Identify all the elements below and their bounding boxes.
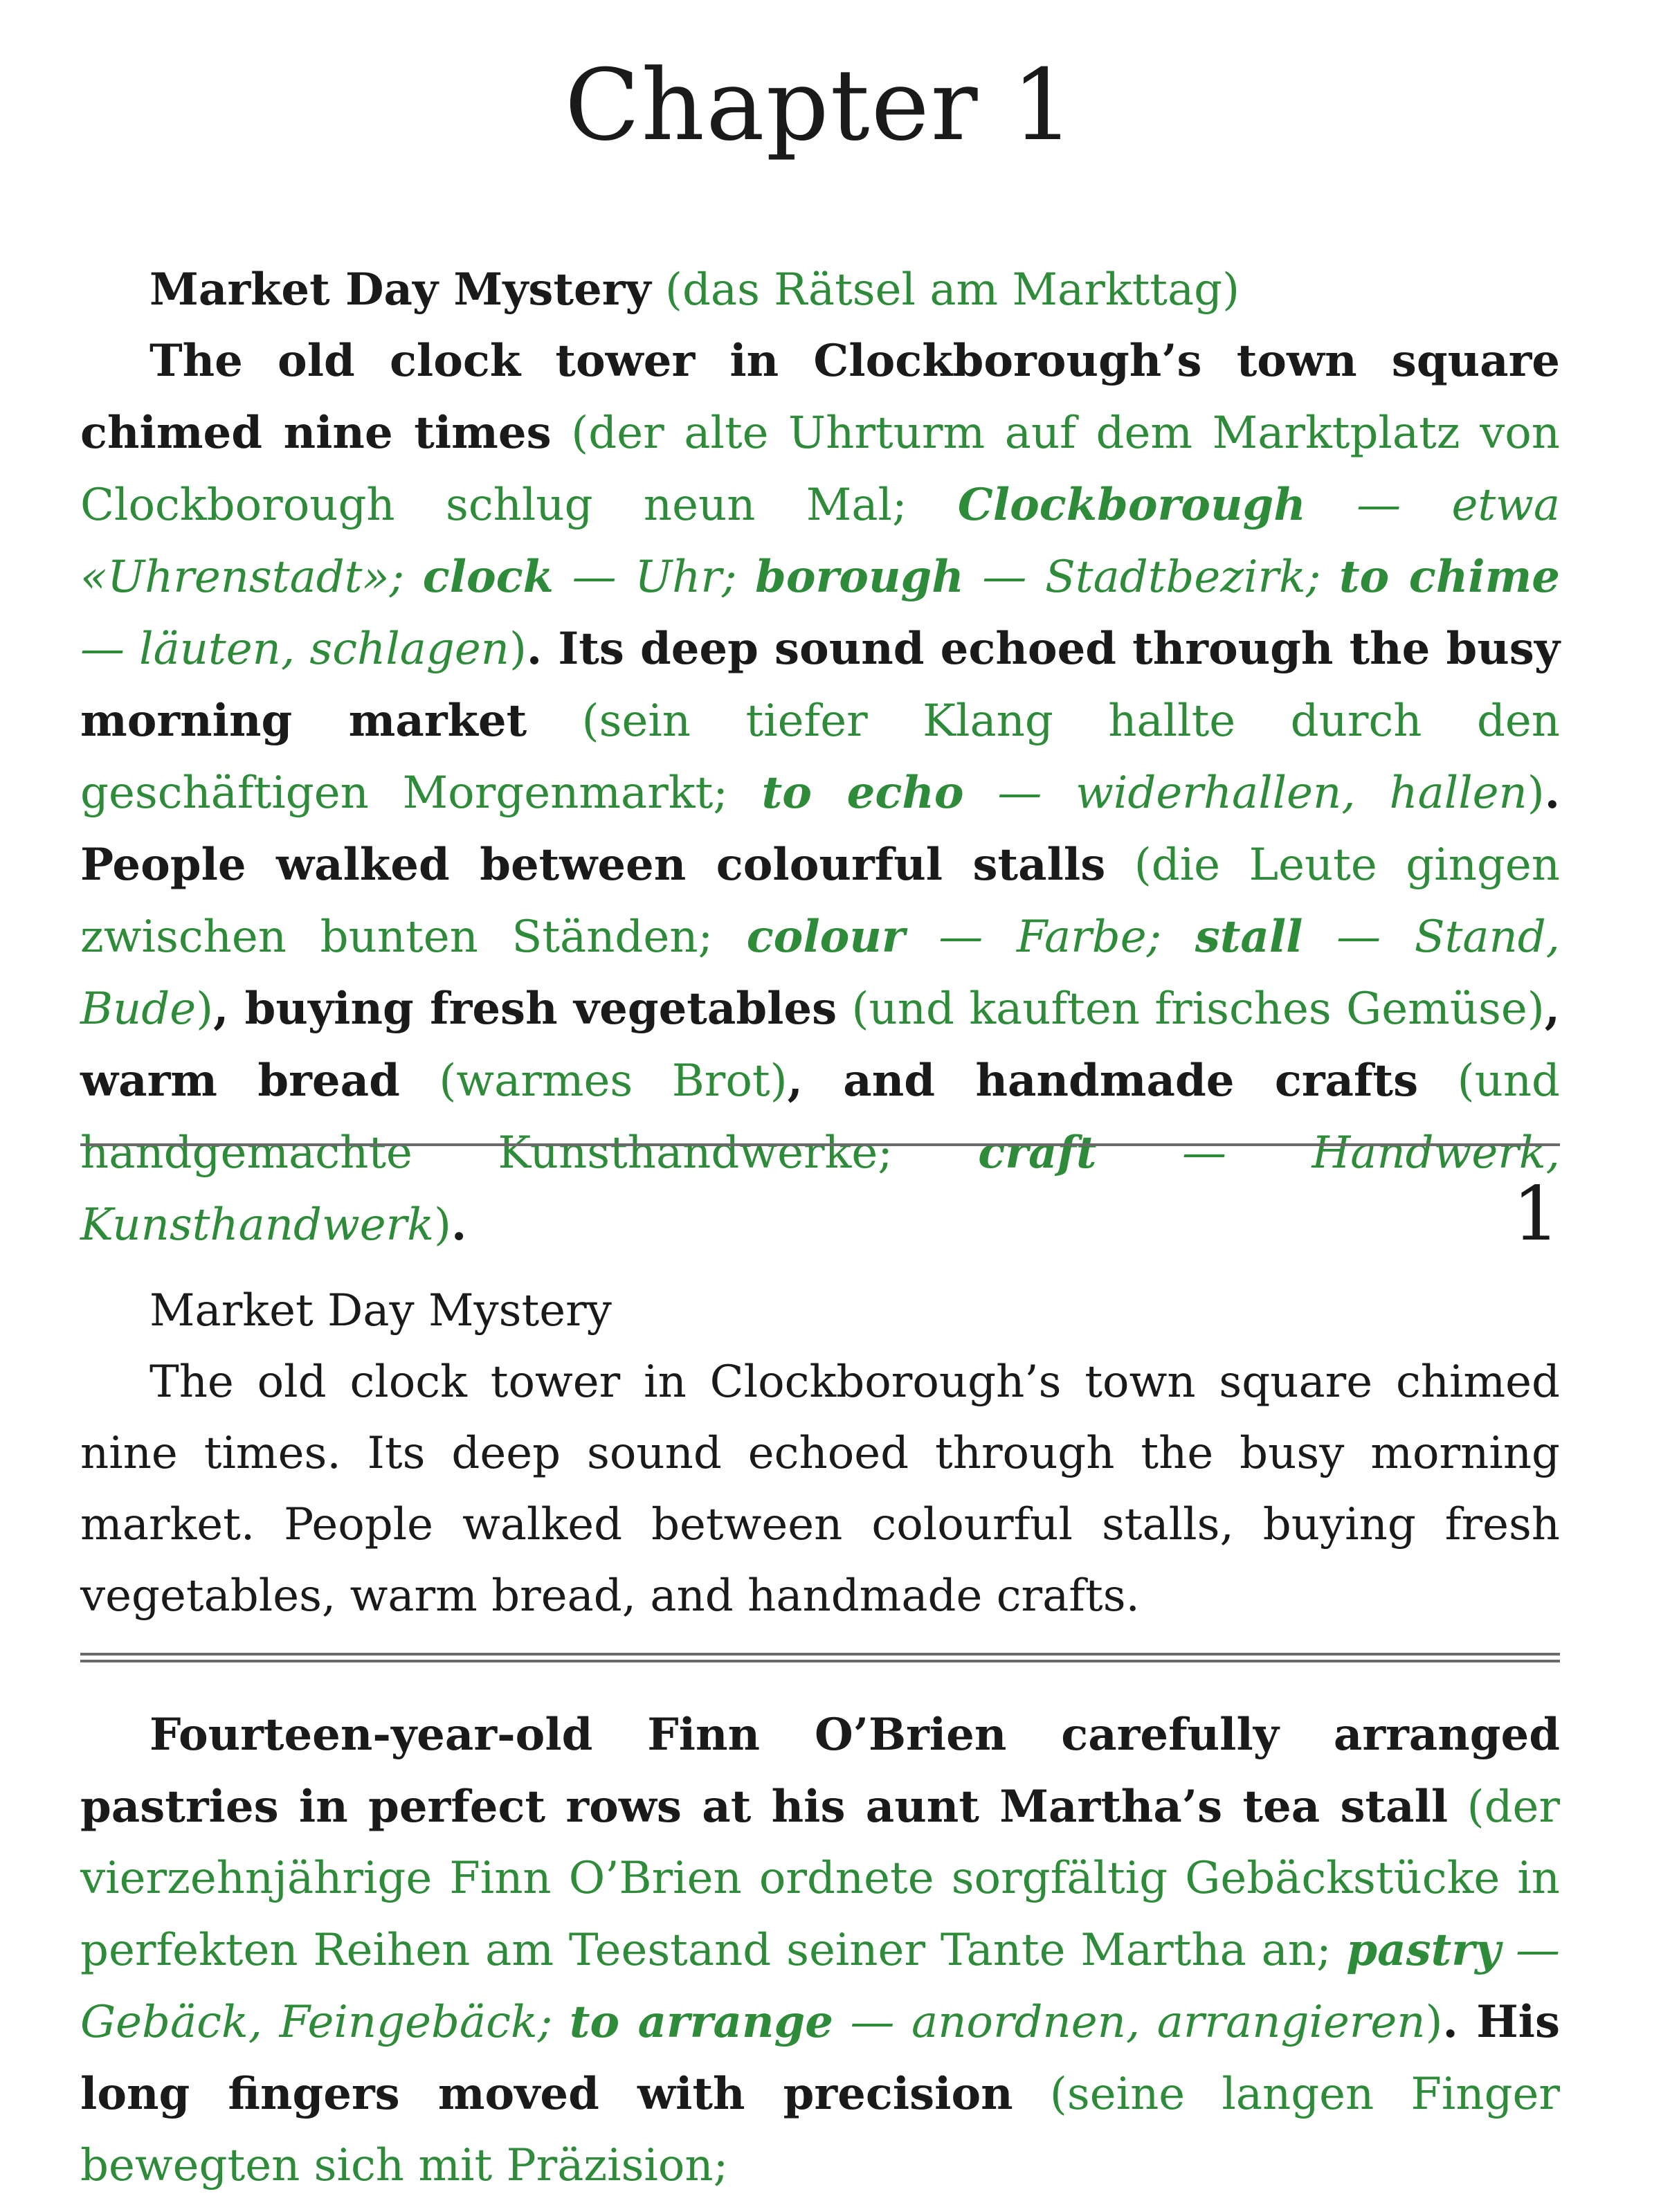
gloss-close: ) <box>196 983 214 1035</box>
vocab-definition: — Stadtbezirk; <box>963 552 1339 603</box>
german-gloss: (und handgemachte Kunsthandwerke; <box>80 1055 1561 1179</box>
english-sentence: , warm bread <box>80 983 1561 1107</box>
vocab-term: to echo <box>761 767 964 819</box>
gloss-close: ) <box>509 624 527 675</box>
plain-paragraph: The old clock tower in Clockborough’s town square chimed nine times. Its deep sound echoed through the busy morning market. People walked between colourful stalls, buying fresh vegetables, warm bread, and handmade crafts. <box>80 1357 1560 1622</box>
vocab-term: borough <box>755 551 964 603</box>
page-number: 1 <box>1512 1171 1560 1258</box>
vocab-term: pastry <box>1346 1924 1501 1976</box>
vocab-definition: — Uhr; <box>554 552 756 603</box>
double-divider <box>80 1653 1560 1662</box>
chapter-title: Chapter 1 <box>564 48 1076 163</box>
gloss-close: ) <box>1425 1997 1443 2048</box>
vocab-definition: — etwa «Uhrenstadt»; <box>80 480 1561 603</box>
bilingual-paragraph-2 <box>80 1699 1560 2202</box>
vocab-definition: — Farbe; <box>905 912 1195 963</box>
vocab-term: to chime <box>1338 551 1561 603</box>
vocab-term: Clockborough <box>957 479 1306 531</box>
english-sentence: , buying fresh vegetables <box>213 983 837 1035</box>
english-sentence: . His long fingers moved with precision <box>80 1996 1561 2120</box>
english-sentence: , and handmade crafts <box>787 1055 1419 1107</box>
german-gloss: (warmes Brot) <box>399 1055 788 1107</box>
english-sentence: Fourteen-year-old Finn O’Brien carefully arranged pastries in perfect rows at his aunt Martha’s tea stall <box>80 1709 1560 1833</box>
heading-de: (das Rätsel am Markttag) <box>664 264 1240 316</box>
vocab-term: to arrange <box>569 1996 833 2048</box>
vocab-definition: — Handwerk, Kunsthandwerk <box>80 1127 1560 1251</box>
german-gloss: (der alte Uhrturm auf dem Marktplatz von Clockborough schlug neun Mal; <box>80 408 1561 531</box>
bilingual-paragraph-1 <box>80 325 1560 1261</box>
german-gloss: (der vierzehnjährige Finn O’Brien ordnete sorgfältig Gebäckstücke in perfekten Reihen am Teestand seiner Tante Martha an; <box>80 1782 1561 1976</box>
vocab-term: clock <box>422 551 554 603</box>
vocab-definition: — widerhallen, hallen <box>963 768 1527 819</box>
vocab-definition: — Gebäck, Feingebäck; <box>80 1925 1561 2048</box>
vocab-term: stall <box>1195 911 1303 963</box>
english-sentence: . Its deep sound echoed through the busy morning market <box>80 623 1561 747</box>
vocab-definition: — Stand, Bude <box>80 912 1561 1035</box>
heading-en: Market Day Mystery <box>149 264 651 316</box>
gloss-close: ) <box>1527 768 1545 819</box>
bilingual-heading <box>80 254 1560 326</box>
german-gloss: (sein tiefer Klang hallte durch den geschäftigen Morgenmarkt; <box>80 696 1561 819</box>
english-sentence: . People walked between colourful stalls <box>80 767 1561 891</box>
plain-heading: Market Day Mystery <box>149 1285 612 1336</box>
vocab-definition: — läuten, schlagen <box>80 624 509 675</box>
german-gloss: (seine langen Finger bewegten sich mit Präzision; <box>80 2069 1561 2191</box>
german-gloss: (die Leute gingen zwischen bunten Ständen; <box>80 840 1561 963</box>
gloss-close: ) <box>434 1199 451 1251</box>
vocab-term: craft <box>978 1127 1097 1179</box>
vocab-term: colour <box>746 911 905 963</box>
vocab-definition: — anordnen, arrangieren <box>833 1997 1426 2048</box>
section-divider <box>80 1143 1560 1146</box>
sentence-end: . <box>451 1199 467 1251</box>
english-sentence: The old clock tower in Clockborough’s town square chimed nine times <box>80 335 1560 459</box>
german-gloss: (und kauften frisches Gemüse) <box>837 983 1545 1035</box>
